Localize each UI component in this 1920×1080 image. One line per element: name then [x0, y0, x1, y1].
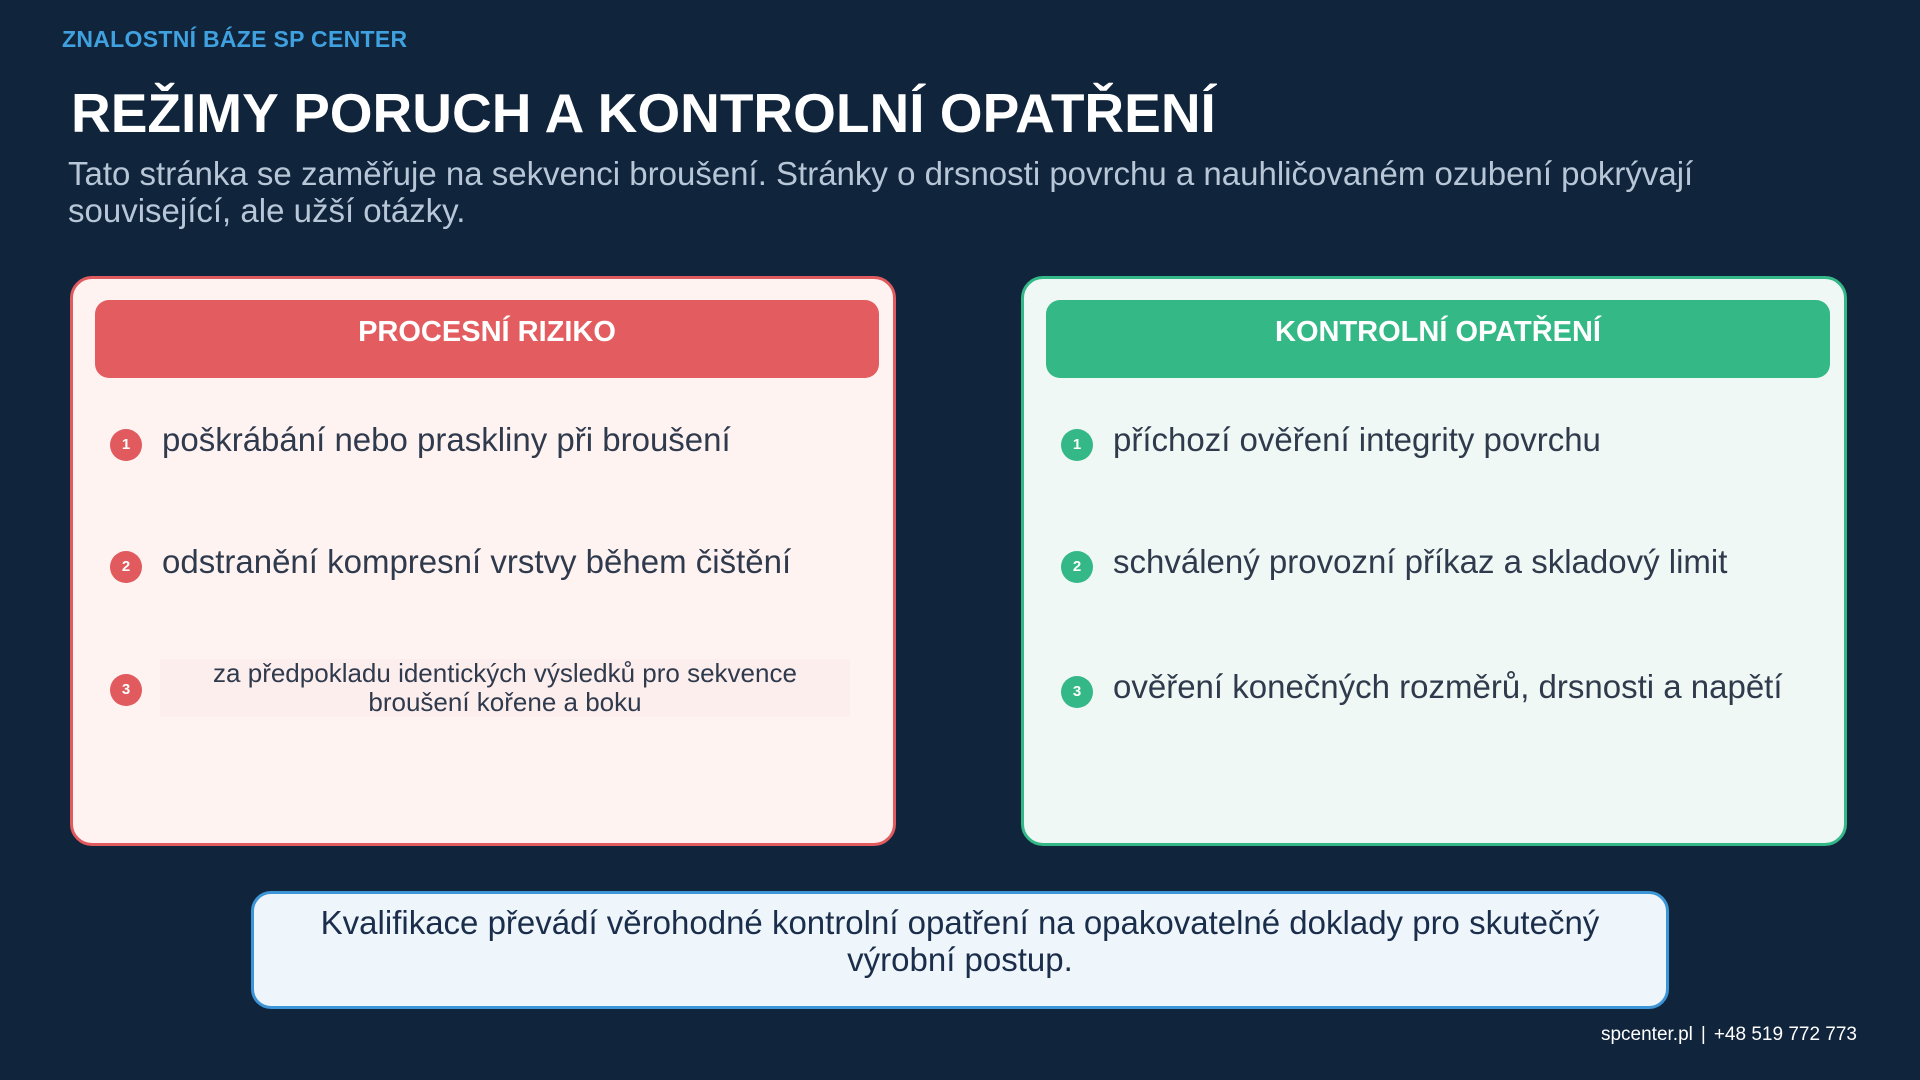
process-risk-card	[70, 276, 896, 846]
control-item-2-text: schválený provozní příkaz a skladový limit	[1113, 543, 1728, 580]
brand-label: ZNALOSTNÍ BÁZE SP CENTER	[62, 26, 408, 52]
control-measures-card	[1021, 276, 1847, 846]
footer-separator: |	[1700, 1024, 1706, 1045]
risk-item-1-text: poškrábání nebo praskliny při broušení	[162, 421, 731, 458]
risk-item-3-text: za předpokladu identických výsledků pro sekvence broušení kořene a boku	[160, 659, 850, 717]
footer-contact	[1601, 1024, 1857, 1046]
control-measures-header: KONTROLNÍ OPATŘENÍ	[1046, 300, 1830, 378]
number-badge-3: 3	[110, 674, 142, 706]
control-item-1-text: příchozí ověření integrity povrchu	[1113, 421, 1601, 458]
number-badge-1: 1	[110, 429, 142, 461]
summary-callout: Kvalifikace převádí věrohodné kontrolní opatření na opakovatelné doklady pro skutečný výrobní postup.	[251, 891, 1669, 1009]
number-badge-1: 1	[1061, 429, 1093, 461]
number-badge-2: 2	[1061, 551, 1093, 583]
process-risk-header: PROCESNÍ RIZIKO	[95, 300, 879, 378]
page-title: REŽIMY PORUCH A KONTROLNÍ OPATŘENÍ	[71, 82, 1216, 144]
footer-phone: +48 519 772 773	[1713, 1024, 1857, 1045]
footer-website: spcenter.pl	[1600, 1024, 1693, 1045]
number-badge-3: 3	[1061, 676, 1093, 708]
page-subtitle: Tato stránka se zaměřuje na sekvenci broušení. Stránky o drsnosti povrchu a nauhličovaném ozubení pokrývají související, ale užší otázky.	[68, 155, 1694, 229]
risk-item-2-text: odstranění kompresní vrstvy během čištění	[162, 543, 792, 580]
number-badge-2: 2	[110, 551, 142, 583]
control-item-3-text: ověření konečných rozměrů, drsnosti a napětí	[1113, 668, 1783, 705]
